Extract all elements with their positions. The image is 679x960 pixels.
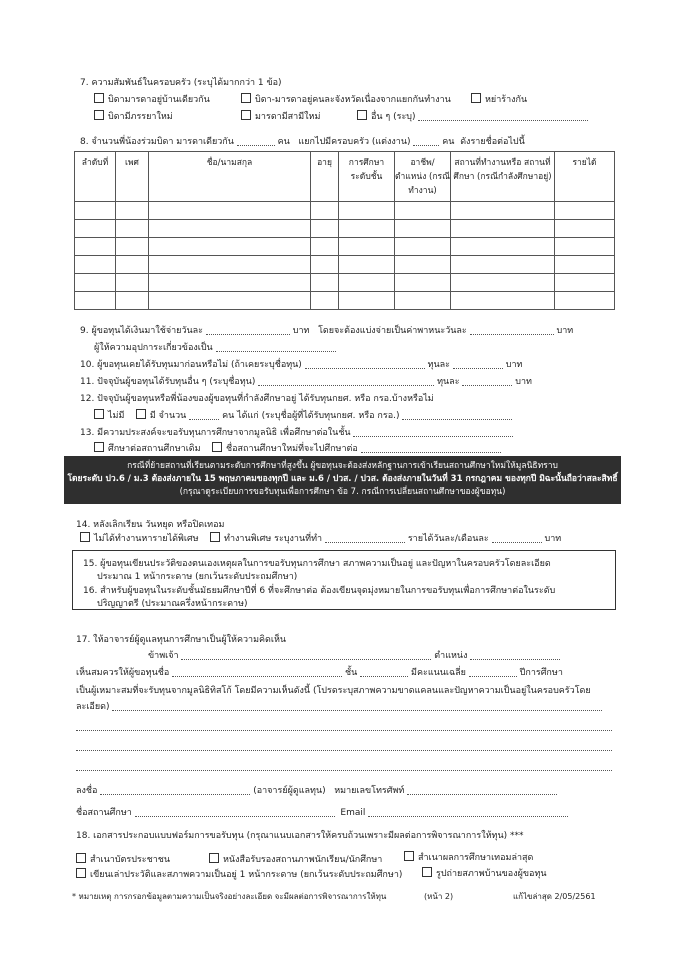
unit-label: คน <box>442 137 455 147</box>
section-17-title: 17. ให้อาจารย์ผู้ดูแลทุนการศึกษาเป็นผู้ให้ความคิดเห็น <box>76 635 287 645</box>
transport-input[interactable] <box>470 325 554 335</box>
teacher-position-input[interactable] <box>470 650 560 660</box>
option-label: มารดามีสามีใหม่ <box>255 112 321 122</box>
checkbox-id-card[interactable] <box>76 853 86 863</box>
doc-checkbox-row <box>209 852 382 866</box>
married-count-input[interactable] <box>413 136 439 146</box>
section-14-title: 14. หลังเลิกเรียน วันหยุด หรือปิดเทอม <box>76 520 225 530</box>
checkbox-row <box>94 109 173 123</box>
checkbox-other[interactable] <box>357 110 367 120</box>
me-label: ข้าพเจ้า <box>148 651 179 661</box>
section-14-options <box>80 531 561 545</box>
transfer-notice-banner <box>64 456 621 504</box>
checkbox-mother-new-husband[interactable] <box>241 110 251 120</box>
checkbox-father-new-wife[interactable] <box>94 110 104 120</box>
baht-label: บาท <box>515 377 532 387</box>
teacher-name-line <box>148 648 560 662</box>
doc-label: รูปถ่ายสภาพบ้านของผู้ขอทุน <box>436 869 547 879</box>
checkbox-row <box>94 92 210 106</box>
year-label: ปีการศึกษา <box>519 668 563 678</box>
transport-label: โดยจะต้องแบ่งจ่ายเป็นค่าพาหนะวันละ <box>318 326 467 336</box>
col-header-age: อายุ <box>311 152 339 202</box>
checkbox-parttime[interactable] <box>210 532 220 542</box>
unit-label: คน <box>277 137 290 147</box>
reason-line1: เป็นผู้เหมาะสมที่จะรับทุนจากมูลนิธิทิสโก้ โดยมีความเห็นดังนี้ (โปรดระบุสภาพความขาดแคลนและปัญหาความเป็นอยู่ในครอบครัวโดย <box>76 686 591 696</box>
school-input[interactable] <box>135 807 335 817</box>
table-header-row <box>75 152 615 202</box>
section-10-line <box>80 357 522 371</box>
checkbox-student-certificate[interactable] <box>209 853 219 863</box>
daily-money-input[interactable] <box>206 325 290 335</box>
checkbox-house-photo[interactable] <box>422 867 432 877</box>
new-school-input[interactable] <box>361 443 501 453</box>
baht-label: บาท <box>292 326 310 336</box>
reason-input[interactable] <box>112 701 602 711</box>
other-fund-input[interactable] <box>258 376 434 386</box>
teacher-name-input[interactable] <box>181 650 431 660</box>
banner-line: (กรุณาดูระเบียบการขอรับทุนเพื่อการศึกษา ข้อ 7. กรณีการเปลี่ยนสถานศึกษาของผู้ขอทุน) <box>179 487 506 497</box>
banner-line: กรณีที่ย้ายสถานที่เรียนตามระดับการศึกษาที่สูงขึ้น ผู้ขอทุนจะต้องส่งหลักฐานการเข้าเรียนสถานศึกษาใหม่ให้มูลนิธิทราบ <box>127 461 558 471</box>
col-header-name: ชื่อ/นามสกุล <box>149 152 311 202</box>
checkbox-row <box>357 109 588 123</box>
doc-checkbox-row <box>76 852 170 866</box>
section-9-line <box>80 323 573 337</box>
guardian-line <box>94 340 336 354</box>
option-label: หย่าร้างกัน <box>485 95 528 105</box>
grade-label: ชั้น <box>345 668 358 678</box>
previous-fund-label: 10. ผู้ขอทุนเคยได้รับทุนมาก่อนหรือไม่ (ถ้าเคยระบุชื่อทุน) <box>80 360 302 370</box>
baht-label: บาท <box>505 360 523 370</box>
fund-amount-label: ทุนละ <box>437 377 460 387</box>
list-follows-label: ดังรายชื่อต่อไปนี้ <box>460 137 525 147</box>
checkbox-same-school[interactable] <box>94 442 104 452</box>
reason-line2 <box>76 699 602 713</box>
position-label: ตำแหน่ง <box>434 651 468 661</box>
other-fund-amount-input[interactable] <box>462 376 512 386</box>
doc-label: สำเนาผลการศึกษาเทอมล่าสุด <box>418 853 534 863</box>
reason-detail-label: ละเอียด) <box>76 702 110 712</box>
checkbox-parents-separate[interactable] <box>241 93 251 103</box>
section-15-line2: ประมาณ 1 หน้ากระดาษ (ยกเว้นระดับประถมศึกษา) <box>97 572 298 582</box>
section-7-title: 7. ความสัมพันธ์ในครอบครัว (ระบุได้มากกว่า 1 ข้อ) <box>80 78 282 88</box>
section-16-line1: 16. สำหรับผู้ขอทุนในระดับชั้นมัธยมศึกษาปีที่ 6 ที่จะศึกษาต่อ ต้องเขียนจุดมุ่งหมายในการขอรับทุนเพื่อการศึกษาต่อในระดับ <box>83 586 556 596</box>
income-label: รายได้วันละ/เดือนละ <box>407 534 489 544</box>
section-11-line <box>80 374 532 388</box>
email-label: Email <box>340 808 366 818</box>
revision-date: แก้ไขล่าสุด 2/05/2561 <box>513 892 596 901</box>
gpa-input[interactable] <box>469 667 517 677</box>
section-18-title: 18. เอกสารประกอบแบบฟอร์มการขอรับทุน (กรุณาแนบเอกสารให้ครบถ้วนเพราะมีผลต่อการพิจารณาการให้ทุน) *** <box>76 831 524 841</box>
checkbox-new-school[interactable] <box>212 442 222 452</box>
option-label: ไม่มี <box>108 411 125 421</box>
section-16-line2: ปริญญาตรี (ประมาณครึ่งหน้ากระดาษ) <box>97 599 248 609</box>
reason-input-line[interactable] <box>76 750 612 751</box>
doc-checkbox-row <box>422 866 547 880</box>
option-label: บิดามีภรรยาใหม่ <box>108 112 173 122</box>
option-label: มี จำนวน <box>149 411 187 421</box>
footer-note: * หมายเหตุ การกรอกข้อมูลตามความเป็นจริงอย่างละเอียด จะมีผลต่อการพิจารณาการให้ทุน <box>72 892 387 901</box>
recommend-line <box>76 665 563 679</box>
col-header-no: ลำดับที่ <box>75 152 116 202</box>
checkbox-has-fund[interactable] <box>136 409 146 419</box>
fund-names-input[interactable] <box>402 410 512 420</box>
option-label: ชื่อสถานศึกษาใหม่ที่จะไปศึกษาต่อ <box>226 444 358 454</box>
doc-checkbox-row <box>76 867 402 881</box>
col-header-income: รายได้ <box>555 152 615 202</box>
checkbox-row <box>241 92 451 106</box>
table-row[interactable] <box>75 256 615 274</box>
essay-instructions-box <box>72 550 616 610</box>
grade-input[interactable] <box>360 667 408 677</box>
next-level-input[interactable] <box>353 427 513 437</box>
reason-input-line[interactable] <box>76 730 612 731</box>
section-8-line <box>80 134 525 148</box>
page-number: (หน้า 2) <box>424 892 454 901</box>
phone-input[interactable] <box>407 785 557 795</box>
doc-checkbox-row <box>404 850 533 864</box>
section-13-line <box>80 425 513 439</box>
previous-fund-amount-input[interactable] <box>453 359 503 369</box>
table-row[interactable] <box>75 238 615 256</box>
siblings-count-input[interactable] <box>237 136 275 146</box>
doc-label: สำเนาบัตรประชาชน <box>90 855 171 865</box>
option-label: ทำงานพิเศษ ระบุงานที่ทำ <box>224 534 323 544</box>
baht-label: บาท <box>556 326 574 336</box>
section-15-line1: 15. ผู้ขอทุนเขียนประวัติของตนเองเหตุผลในการขอรับทุนการศึกษา สภาพความเป็นอยู่ และปัญหาในครอบครัวโดยละเอียด <box>83 559 551 569</box>
option-label: ศึกษาต่อสถานศึกษาเดิม <box>108 444 201 454</box>
school-label: ชื่อสถานศึกษา <box>76 808 132 818</box>
col-header-education: การศึกษา ระดับชั้น <box>339 152 395 202</box>
teacher-role-label: (อาจารย์ผู้ดูแลทุน) <box>253 786 326 796</box>
married-label: แยกไปมีครอบครัว (แต่งงาน) <box>298 137 411 147</box>
col-header-occupation: อาชีพ/ ตำแหน่ง (กรณีทำงาน) <box>395 152 451 202</box>
checkbox-row <box>241 109 320 123</box>
previous-fund-input[interactable] <box>305 359 425 369</box>
checkbox-no-fund[interactable] <box>94 409 104 419</box>
guardian-label: ผู้ให้ความอุปการะเกี่ยวข้องเป็น <box>94 343 213 353</box>
fund-person-label: คน ได้แก่ (ระบุชื่อผู้ที่ได้รับทุนกยศ. หรือ กรอ.) <box>222 411 400 421</box>
option-label: บิดามารดาอยู่บ้านเดียวกัน <box>108 95 210 105</box>
checkbox-parents-together[interactable] <box>94 93 104 103</box>
table-row[interactable] <box>75 292 615 310</box>
student-name-input[interactable] <box>172 667 342 677</box>
sign-label: ลงชื่อ <box>76 786 98 796</box>
table-row[interactable] <box>75 220 615 238</box>
recommend-label: เห็นสมควรให้ผู้ขอทุนชื่อ <box>76 668 170 678</box>
doc-label: หนังสือรับรองสถานภาพนักเรียน/นักศึกษา <box>223 855 383 865</box>
parttime-income-input[interactable] <box>492 533 542 543</box>
section-12-title: 12. ปัจจุบันผู้ขอทุนหรือพี่น้องของผู้ขอทุนที่กำลังศึกษาอยู่ ได้รับทุนกยศ. หรือ กรอ.บ้างหรือไม่ <box>80 394 434 404</box>
other-input[interactable] <box>418 111 588 121</box>
option-label: อื่น ๆ (ระบุ) <box>371 112 416 122</box>
option-label: ไม่ได้ทำงานหารายได้พิเศษ <box>94 534 199 544</box>
col-header-workplace: สถานที่ทำงานหรือ สถานที่ศึกษา (กรณีกำลังศึกษาอยู่) <box>451 152 555 202</box>
section-13-options <box>94 441 501 455</box>
siblings-table <box>74 151 615 310</box>
baht-label: บาท <box>544 534 562 544</box>
doc-label: เขียนเล่าประวัติและสภาพความเป็นอยู่ 1 หน้ากระดาษ (ยกเว้นระดับประถมศึกษา) <box>90 870 403 880</box>
section-12-options <box>94 408 512 422</box>
school-line <box>76 805 568 819</box>
email-input[interactable] <box>368 807 568 817</box>
banner-line: โดยระดับ ปว.6 / ม.3 ต้องส่งภายใน 15 พฤษภาคมของทุกปี และ ม.6 / ปวส. / ปวส. ต้องส่งภายในวันที่ 31 กรกฎาคม ของทุกปี มิฉะนั้นถือว่าสละสิทธิ์ <box>67 474 618 484</box>
checkbox-transcript[interactable] <box>404 851 414 861</box>
fund-amount-label: ทุนละ <box>427 360 451 370</box>
gpa-label: มีคะแนนเฉลี่ย <box>411 668 466 678</box>
checkbox-no-parttime[interactable] <box>80 532 90 542</box>
checkbox-life-story[interactable] <box>76 868 86 878</box>
phone-label: หมายเลขโทรศัพท์ <box>334 786 405 796</box>
checkbox-divorced[interactable] <box>471 93 481 103</box>
checkbox-row <box>471 92 527 106</box>
table-row[interactable] <box>75 202 615 220</box>
section-8-title: 8. จำนวนพี่น้องร่วมบิดา มารดาเดียวกัน <box>80 137 234 147</box>
guardian-input[interactable] <box>216 342 336 352</box>
signature-input[interactable] <box>100 785 250 795</box>
section-13-title: 13. มีความประสงค์จะขอรับทุนการศึกษาจากมูลนิธิ เพื่อศึกษาต่อในชั้น <box>80 428 351 438</box>
option-label: บิดา-มารดาอยู่คนละจังหวัดเนื่องจากแยกกันทำงาน <box>255 95 451 105</box>
parttime-job-input[interactable] <box>325 533 405 543</box>
reason-input-line[interactable] <box>76 770 612 771</box>
other-fund-label: 11. ปัจจุบันผู้ขอทุนได้รับทุนอื่น ๆ (ระบุชื่อทุน) <box>80 377 256 387</box>
signature-line <box>76 783 557 797</box>
col-header-sex: เพศ <box>116 152 149 202</box>
fund-count-input[interactable] <box>189 410 219 420</box>
table-row[interactable] <box>75 274 615 292</box>
daily-money-label: 9. ผู้ขอทุนได้เงินมาใช้จ่ายวันละ <box>80 326 204 336</box>
